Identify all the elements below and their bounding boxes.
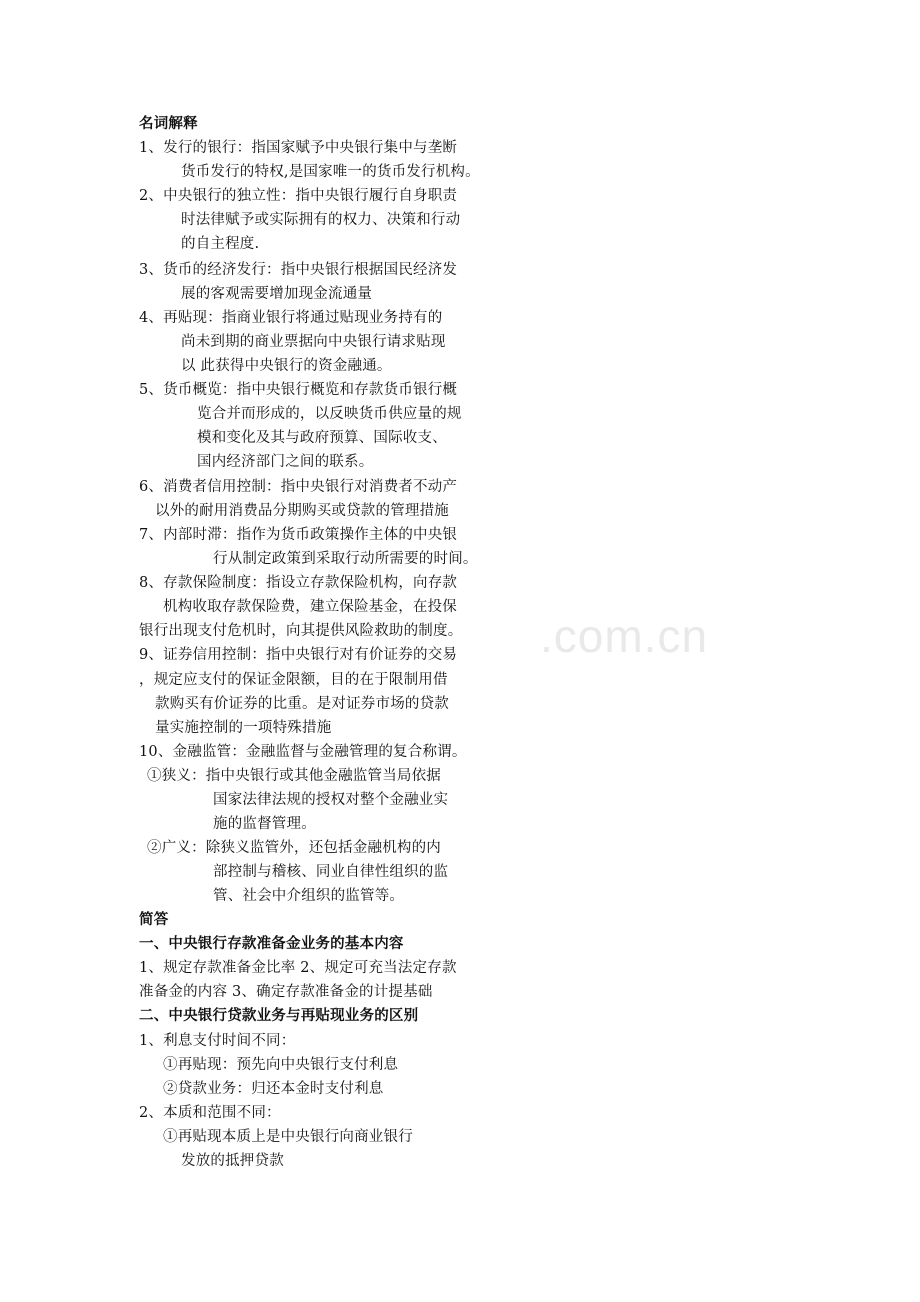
text-line: 施的监督管理。 <box>213 816 316 832</box>
text-line: 的自主程度. <box>181 236 260 252</box>
section-heading-glossary: 名词解释 <box>139 115 198 132</box>
text-line: 1、规定存款准备金比率 2、规定可充当法定存款 <box>139 960 457 976</box>
text-line: 览合并而形成的，以反映货币供应量的规 <box>197 406 462 422</box>
text-line: ②贷款业务：归还本金时支付利息 <box>163 1081 384 1097</box>
text-line: 款购买有价证券的比重。是对证券市场的贷款 <box>155 696 449 712</box>
text-line: 3、货币的经济发行：指中央银行根据国民经济发 <box>139 262 458 278</box>
text-line: 5、货币概览：指中央银行概览和存款货币银行概 <box>139 382 458 398</box>
text-line: 时法律赋予或实际拥有的权力、决策和行动 <box>181 212 461 228</box>
text-line: 6、消费者信用控制：指中央银行对消费者不动产 <box>139 479 458 495</box>
text-line: 国家法律法规的授权对整个金融业实 <box>213 792 449 808</box>
question-heading: 二、中央银行贷款业务与再贴现业务的区别 <box>139 1007 419 1024</box>
text-line: 国内经济部门之间的联系。 <box>197 454 374 470</box>
text-line: 7、内部时滞：指作为货币政策操作主体的中央银 <box>139 527 458 543</box>
section-heading-short-answer: 简答 <box>139 911 169 928</box>
text-line: 2、本质和范围不同： <box>139 1105 281 1121</box>
text-line: 银行出现支付危机时，向其提供风险救助的制度。 <box>139 623 463 639</box>
text-line: ①再贴现本质上是中央银行向商业银行 <box>163 1129 413 1145</box>
text-line: 管、社会中介组织的监管等。 <box>213 888 405 904</box>
text-line: 量实施控制的一项特殊措施 <box>155 720 332 736</box>
text-line: ，规定应支付的保证金限额，目的在于限制用借 <box>139 672 448 688</box>
text-line: ①狭义：指中央银行或其他金融监管当局依据 <box>147 768 441 784</box>
text-line: 4、再贴现：指商业银行将通过贴现业务持有的 <box>139 310 443 326</box>
text-line: 行从制定政策到采取行动所需要的时间。 <box>213 551 478 567</box>
text-line: 尚未到期的商业票据向中央银行请求贴现 <box>181 334 446 350</box>
text-line: 1、利息支付时间不同： <box>139 1033 296 1049</box>
question-heading: 一、中央银行存款准备金业务的基本内容 <box>139 935 404 952</box>
text-line: 1、发行的银行：指国家赋予中央银行集中与垄断 <box>139 140 458 156</box>
text-line: 以 此获得中央银行的资金融通。 <box>181 358 392 374</box>
text-line: 发放的抵押贷款 <box>181 1153 284 1169</box>
text-line: 展的客观需要增加现金流通量 <box>181 286 373 302</box>
text-line: 9、证券信用控制：指中央银行对有价证券的交易 <box>139 647 458 663</box>
text-line: 10、金融监管：金融监督与金融管理的复合称谓。 <box>139 744 467 760</box>
text-line: 货币发行的特权,是国家唯一的货币发行机构。 <box>181 164 480 180</box>
text-line: 8、存款保险制度：指设立存款保险机构，向存款 <box>139 575 458 591</box>
text-line: 部控制与稽核、同业自律性组织的监 <box>213 864 449 880</box>
text-line: 机构收取存款保险费，建立保险基金，在投保 <box>163 599 457 615</box>
text-line: 准备金的内容 3、确定存款准备金的计提基础 <box>139 984 433 1000</box>
text-line: ①再贴现：预先向中央银行支付利息 <box>163 1057 399 1073</box>
text-line: 模和变化及其与政府预算、国际收支、 <box>197 430 447 446</box>
text-line: 2、中央银行的独立性：指中央银行履行自身职责 <box>139 188 458 204</box>
watermark: .com.cn <box>540 610 709 662</box>
text-line: ②广义：除狭义监管外，还包括金融机构的内 <box>147 840 441 856</box>
text-line: 以外的耐用消费品分期购买或贷款的管理措施 <box>155 503 449 519</box>
